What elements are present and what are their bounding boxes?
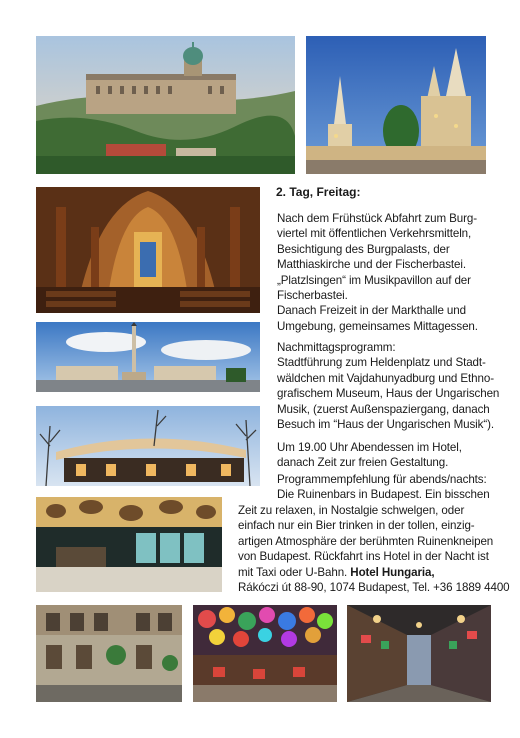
text-line: Stadtführung zum Heldenplatz und Stadt- xyxy=(277,356,486,370)
afternoon-paragraph xyxy=(277,340,499,432)
evening-paragraph xyxy=(277,440,462,471)
text-line: grafischem Museum, Haus der Ungarischen xyxy=(277,387,500,401)
text-line: Zeit zu relaxen, in Nostalgie schwelgen, oder xyxy=(238,504,465,517)
night-paragraph xyxy=(277,472,490,503)
text-line: viertel mit öffentlichen Verkehrsmitteln, xyxy=(277,227,472,241)
photo-house-of-hungarian-music xyxy=(36,406,260,486)
day-title: 2. Tag, Freitag: xyxy=(276,185,361,199)
text-line: wäldchen mit Vajdahunyadburg und Ethno- xyxy=(277,371,494,385)
text-line: Besuch im “Haus der Ungarischen Musik“). xyxy=(277,418,495,432)
photo-buda-castle xyxy=(36,36,295,174)
text-line: artigen Atmosphäre der berühmten Ruinenkneipen xyxy=(238,534,494,548)
text-line: Fischerbastei. xyxy=(277,289,348,303)
text-line: von Budapest. Rückfahrt ins Hotel in der Nacht ist xyxy=(238,550,489,564)
text-line: Um 19.00 Uhr Abendessen im Hotel, xyxy=(277,441,462,454)
text-line: einfach nur ein Bier trinken in der tollen, einzig- xyxy=(238,519,475,533)
photo-matthias-church-interior xyxy=(36,187,260,313)
text-line: Musik, (zuerst Außenspaziergang, danach xyxy=(277,402,490,416)
hotel-name: Hotel Hungaria, xyxy=(350,565,435,579)
text-line: Nach dem Frühstück Abfahrt zum Burg- xyxy=(277,212,478,225)
text-line: Die Ruinenbars in Budapest. Ein bisschen xyxy=(277,488,490,502)
text-line: Besichtigung des Burgpalasts, der xyxy=(277,242,450,256)
text-line: Matthiaskirche und der Fischerbastei. xyxy=(277,258,466,272)
text-line: Umgebung, gemeinsames Mittagessen. xyxy=(277,319,478,333)
photo-ruin-bar-lights xyxy=(193,605,337,702)
text-line: „Platzlsingen“ im Musikpavillon auf der xyxy=(277,273,471,287)
night-paragraph-wide xyxy=(238,503,510,595)
hotel-prefix: mit Taxi oder U-Bahn. xyxy=(238,565,351,579)
text-line: Nachmittagsprogramm: xyxy=(277,341,396,354)
photo-heroes-square xyxy=(36,322,260,392)
morning-paragraph xyxy=(277,211,478,334)
text-line: Programmempfehlung für abends/nachts: xyxy=(277,473,487,486)
hotel-address: Rákóczi út 88-90, 1074 Budapest, Tel. +36 1889 4400 xyxy=(238,581,510,595)
text-line: danach Zeit zur freien Gestaltung. xyxy=(277,456,449,470)
photo-ruin-bar-alley xyxy=(347,605,491,702)
photo-ruin-bar-interior xyxy=(36,497,222,592)
text-line: Danach Freizeit in der Markthalle und xyxy=(277,304,466,318)
hotel-line xyxy=(238,565,510,580)
photo-fishermans-bastion xyxy=(306,36,486,174)
photo-ruin-bar-courtyard xyxy=(36,605,182,702)
